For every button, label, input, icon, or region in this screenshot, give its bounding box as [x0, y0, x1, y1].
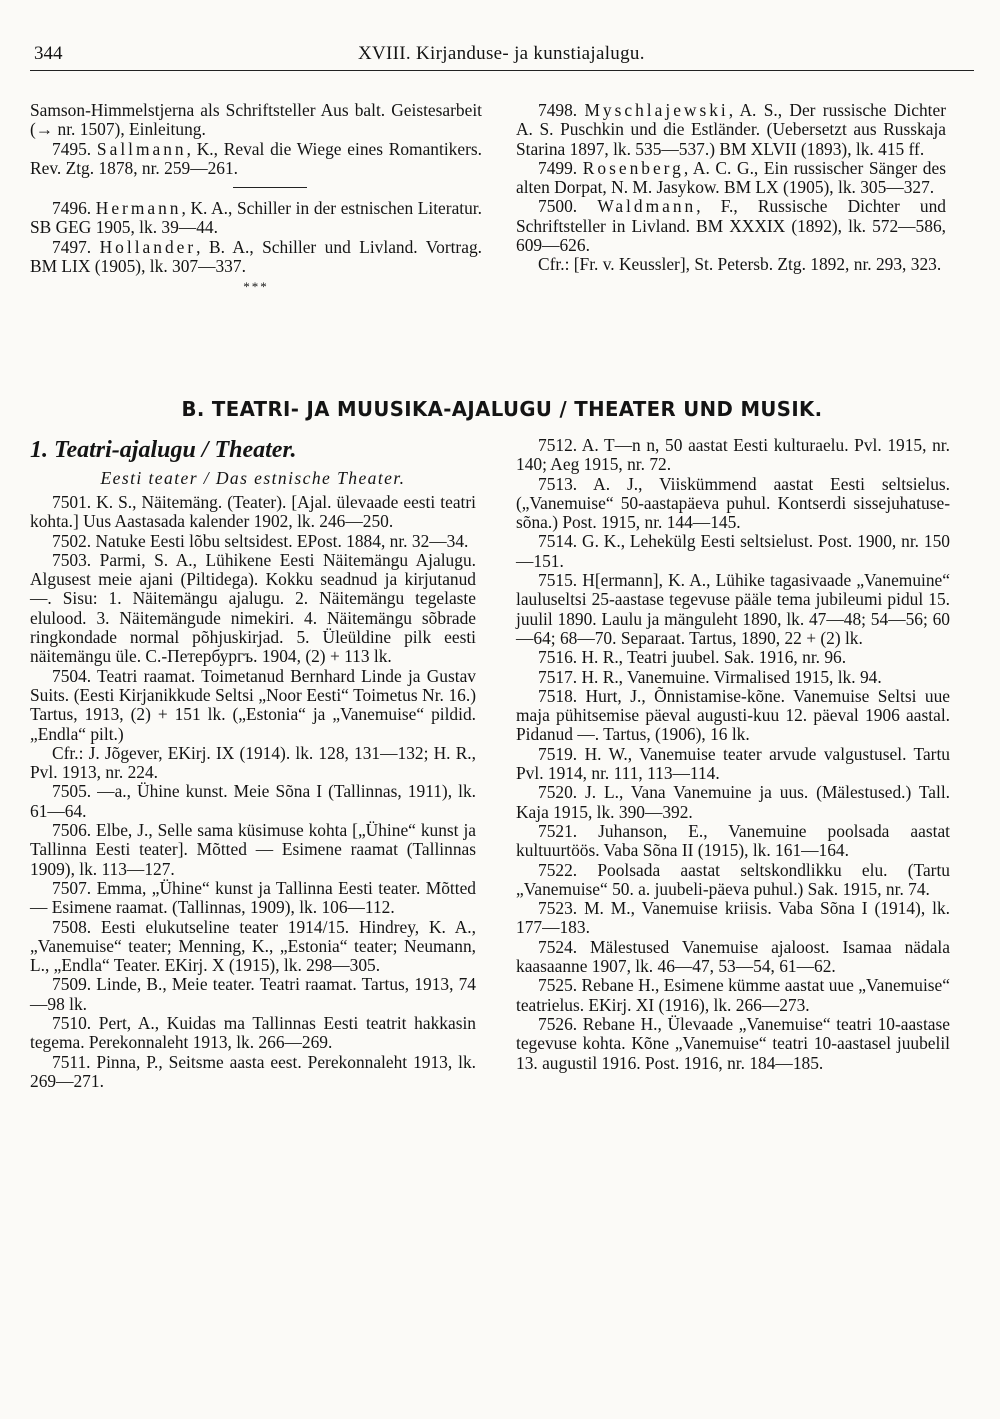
- entry: 7506. Elbe, J., Selle sama küsimuse kohta [„Ühine“ kunst ja Tallinna Eesti teater]. Mõtted — Esimene raamat (Tallinnas 1909), lk. 113—127.: [30, 820, 476, 879]
- entry: [516, 159, 946, 198]
- entry-number: 7496.: [52, 198, 92, 219]
- entry: 7521. Juhanson, E., Vanemuine poolsada aastat kultuurtöös. Vaba Sõna II (1915), lk. 161—164.: [516, 820, 950, 861]
- entry-number: 7497.: [52, 236, 92, 257]
- bottom-right-column: [516, 436, 950, 1073]
- entry: 7516. H. R., Teatri juubel. Sak. 1916, nr. 96.: [538, 647, 847, 668]
- entry: 7501. K. S., Näitemäng. (Teater). [Ajal. ülevaade eesti teatri kohta.] Uus Aastasada kalender 1902, lk. 246—250.: [30, 492, 476, 532]
- entry: 7522. Poolsada aastat seltskondlikku elu. (Tartu „Vanemuise“ 50. a. juubeli-päeva puhul.) Sak. 1915, nr. 74.: [516, 859, 950, 899]
- entry-number: 7495.: [52, 138, 92, 159]
- page-header: [28, 41, 974, 71]
- entry-number: 7498.: [538, 100, 578, 120]
- entry-number: 7499.: [538, 157, 578, 178]
- entry: [516, 101, 946, 159]
- section-stars: ***: [243, 279, 269, 295]
- entry-text: , A. C. G., Ein russischer Sänger des alten Dorpat, N. M. Jasykow. BM LX (1905), lk. 305—327.: [516, 157, 946, 198]
- entry-text: , F., Russische Dichter und Schriftsteller in Livland. BM XXXIX (1892), lk. 572—586, 609—626.: [516, 196, 946, 256]
- entry: [30, 199, 482, 238]
- continued-entry: Samson-Himmelstjerna als Schriftsteller Aus balt. Geistesarbeit (→ nr. 1507), Einleitung.: [30, 100, 482, 140]
- entry: 7507. Emma, „Ühine“ kunst ja Tallinna Eesti teater. Mõtted — Esimene raamat. (Tallinnas, 1909), lk. 106—112.: [30, 877, 476, 918]
- bottom-left-column: [30, 436, 476, 1091]
- entry: 7525. Rebane H., Esimene kümme aastat uue „Vanemuise“ teatrielus. EKirj. XI (1916), lk. 266—273.: [516, 975, 950, 1015]
- section-title: B. TEATRI- JA MUUSIKA-AJALUGU / THEATER UND MUSIK.: [181, 397, 823, 421]
- entry-author: Rosenberg: [582, 157, 684, 178]
- entry-text: , A. S., Der russische Dichter A. S. Puschkin und die Estländer. (Uebersetzt aus Russkaja Starina 1897, lk. 535—537.) BM XLVII (1893), lk. 415 ff.: [516, 100, 946, 159]
- entry: 7518. Hurt, J., Õnnistamise-kõne. Vanemuise Seltsi uue maja pühitsemise päeval augusti-kuu 12. päeval 1906 aastal. Pidanud —. Tartus, (1906), 16 lk.: [516, 685, 950, 745]
- entry: 7515. H[ermann], K. A., Lühike tagasivaade „Vanemuine“ lauluseltsi 25-aastase tegevuse pääle tema jubileumi pidul 15. juulil 1890. Laulu ja mänguleht 1890, lk. 47—48; 54—56; 60—64; 68—70. Separaat. Tartus, 1890, 22 + (2) lk.: [516, 570, 950, 648]
- cross-reference: Cfr.: J. Jõgever, EKirj. IX (1914). lk. 128, 131—132; H. R., Pvl. 1913, nr. 224.: [30, 742, 476, 783]
- entry-author: Sallmann: [96, 138, 187, 159]
- entry: 7517. H. R., Vanemuine. Virmalised 1915, lk. 94.: [538, 666, 882, 687]
- entry: [30, 238, 482, 277]
- entry-author: Waldmann: [597, 196, 697, 217]
- entry-text: , K., Reval die Wiege eines Romantikers. Rev. Ztg. 1878, nr. 259—261.: [30, 138, 482, 178]
- entry: [516, 197, 946, 255]
- subsection-subtitle: Eesti teater / Das estnische Theater.: [100, 468, 406, 488]
- entry: 7508. Eesti elukutseline teater 1914/15. Hindrey, K. A., „Vanemuise“ teater; Menning, K., „Estonia“ teater; Neumann, L., „Endla“ Teater. EKirj. X (1915), lk. 298—305.: [30, 916, 476, 976]
- header-rule: [30, 70, 974, 71]
- entry: 7519. H. W., Vanemuise teater arvude valgustusel. Tartu Pvl. 1914, nr. 111, 113—114.: [516, 743, 950, 784]
- entry: 7524. Mälestused Vanemuise ajaloost. Isamaa nädala kaasaanne 1907, lk. 46—47, 53—54, 61—62.: [516, 936, 950, 977]
- entry: 7510. Pert, A., Kuidas ma Tallinnas Eesti teatrit hakkasin tegema. Perekonnaleht 1913, lk. 266—269.: [30, 1013, 476, 1053]
- entry-text: , K. A., Schiller in der estnischen Literatur. SB GEG 1905, lk. 39—44.: [30, 198, 482, 238]
- entry: 7502. Natuke Eesti lõbu seltsidest. EPost. 1884, nr. 32—34.: [52, 530, 469, 551]
- entry: 7513. A. J., Viiskümmend aastat Eesti seltsielus. („Vanemuise“ 50-aastapäeva puhul. Kontserdi sissejuhatuse-sõna.) Post. 1915, nr. 144—145.: [516, 473, 950, 533]
- entry-author: Hermann: [95, 198, 182, 219]
- entry: 7520. J. L., Vana Vanemuine ja uus. (Mälestused.) Tall. Kaja 1915, lk. 390—392.: [516, 782, 950, 822]
- entry-author: Hollander: [99, 236, 197, 257]
- page-number: 344: [34, 43, 63, 64]
- entry: 7511. Pinna, P., Seitsme aasta eest. Perekonnaleht 1913, lk. 269—271.: [30, 1051, 476, 1091]
- top-left-column: [30, 101, 482, 294]
- running-head: XVIII. Kirjanduse- ja kunstiajalugu.: [358, 43, 645, 64]
- entry: 7504. Teatri raamat. Toimetanud Bernhard Linde ja Gustav Suits. (Eesti Kirjanikkude Seltsi „Noor Eesti“ Toimetus Nr. 16.) Tartus, 1913, (2) + 151 lk. („Estonia“ ja „Vanemuise“ pildid. „Endla“ pilt.): [30, 665, 476, 744]
- divider-rule: [233, 187, 307, 188]
- top-right-column: [516, 101, 946, 275]
- entry-number: 7500.: [538, 196, 578, 217]
- subsection-title: 1. Teatri-ajalugu / Theater.: [30, 437, 297, 463]
- entry-author: Myschlajewski: [584, 100, 729, 120]
- entry: 7514. G. K., Lehekülg Eesti seltsielust. Post. 1900, nr. 150—151.: [516, 531, 950, 571]
- entry: 7503. Parmi, S. A., Lühikene Eesti Näitemängu Ajalugu. Algusest meie ajani (Piltidega). Kokku seadnud ja kirjutanud —. Sisu: 1. Näitemängu ajalugu. 2. Näitemängu tegelaste elulood. 3. Näitemängude nimekiri. 4. Näitemängu sõbrade ringkondade normal põhjuskirjad. 5. Üleüldine pilk eesti näitemängu üle. С.-Петербургъ. 1904, (2) + 113 lk.: [30, 549, 476, 667]
- entry: 7526. Rebane H., Ülevaade „Vanemuise“ teatri 10-aastase tegevuse kohta. Kõne „Vanemuise“ teatri 10-aastasel juubelil 13. augustil 1916. Post. 1916, nr. 184—185.: [516, 1013, 950, 1073]
- entry: [30, 140, 482, 179]
- entry: 7523. M. M., Vanemuise kriisis. Vaba Sõna I (1914), lk. 177—183.: [516, 898, 950, 938]
- entry: 7512. A. T—n n, 50 aastat Eesti kulturaelu. Pvl. 1915, nr. 140; Aeg 1915, nr. 72.: [516, 435, 950, 475]
- entry: 7509. Linde, B., Meie teater. Teatri raamat. Tartus, 1913, 74—98 lk.: [30, 974, 476, 1014]
- entry-text: , B. A., Schiller und Livland. Vortrag. BM LIX (1905), lk. 307—337.: [30, 236, 482, 277]
- entry: 7505. —a., Ühine kunst. Meie Sõna I (Tallinnas, 1911), lk. 61—64.: [30, 781, 476, 821]
- cross-reference: Cfr.: [Fr. v. Keussler], St. Petersb. Ztg. 1892, nr. 293, 323.: [538, 254, 942, 275]
